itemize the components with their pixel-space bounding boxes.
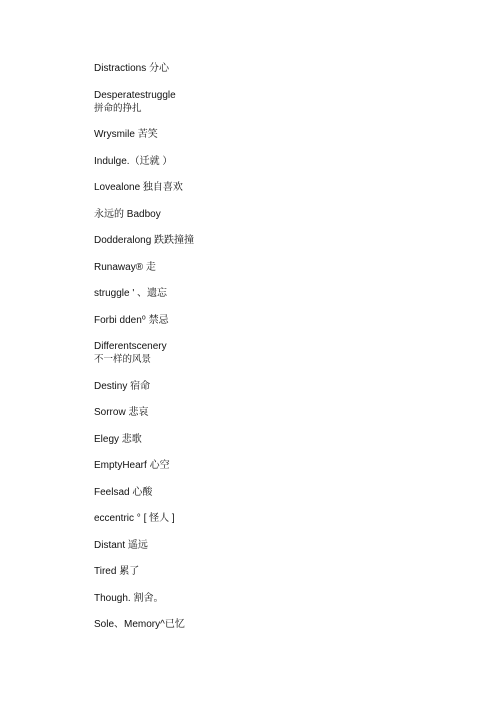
list-item — [94, 539, 454, 552]
entry-text: Elegy 悲歌 — [94, 433, 142, 445]
list-item — [94, 486, 454, 499]
list-item — [94, 128, 454, 141]
list-item — [94, 181, 454, 194]
list-item — [94, 287, 454, 300]
list-item — [94, 89, 454, 115]
list-item — [94, 459, 454, 472]
entry-text: Indulge.（迁就 ） — [94, 155, 173, 167]
list-item — [94, 380, 454, 393]
list-item — [94, 565, 454, 578]
entry-text: Lovealone 独自喜欢 — [94, 182, 183, 193]
entry-text: Distant 遥远 — [94, 539, 148, 551]
entry-translation: 不一样的风景 — [94, 354, 152, 365]
list-item — [94, 618, 454, 631]
list-item — [94, 155, 454, 168]
list-item — [94, 406, 454, 419]
entry-text: Forbi dden⁰ 禁忌 — [94, 314, 169, 326]
entry-text: Differentscenery — [94, 341, 167, 352]
entry-text: 永远的 Badboy — [94, 208, 161, 220]
list-item — [94, 314, 454, 327]
entry-text: Distractions 分心 — [94, 63, 170, 74]
entry-text: Sole、Memory^已忆 — [94, 619, 185, 630]
list-item — [94, 340, 454, 366]
entry-text: Dodderalong 跌跌撞撞 — [94, 235, 195, 246]
entry-text: eccentric ° [ 怪人 ] — [94, 513, 175, 524]
entry-text: Desperatestruggle — [94, 89, 176, 101]
entry-text: Wrysmile 苦笑 — [94, 129, 158, 140]
list-item — [94, 208, 454, 221]
list-item — [94, 234, 454, 247]
list-item — [94, 433, 454, 446]
entry-text: Feelsad 心酸 — [94, 486, 153, 498]
entry-translation: 拼命的挣扎 — [94, 102, 142, 114]
entry-text: struggle ' 、遗忘 — [94, 288, 168, 299]
entry-text: Destiny 宿命 — [94, 380, 151, 392]
entry-text: Sorrow 悲哀 — [94, 407, 149, 418]
entry-text: Though. 割舍。 — [94, 592, 164, 604]
entry-text: EmptyHearf 心空 — [94, 460, 170, 471]
entry-text: Tired 累了 — [94, 566, 140, 577]
list-item — [94, 62, 454, 75]
list-item — [94, 261, 454, 274]
entry-text: Runaway® 走 — [94, 261, 156, 273]
list-item — [94, 512, 454, 525]
list-item — [94, 592, 454, 605]
word-list — [94, 62, 454, 645]
